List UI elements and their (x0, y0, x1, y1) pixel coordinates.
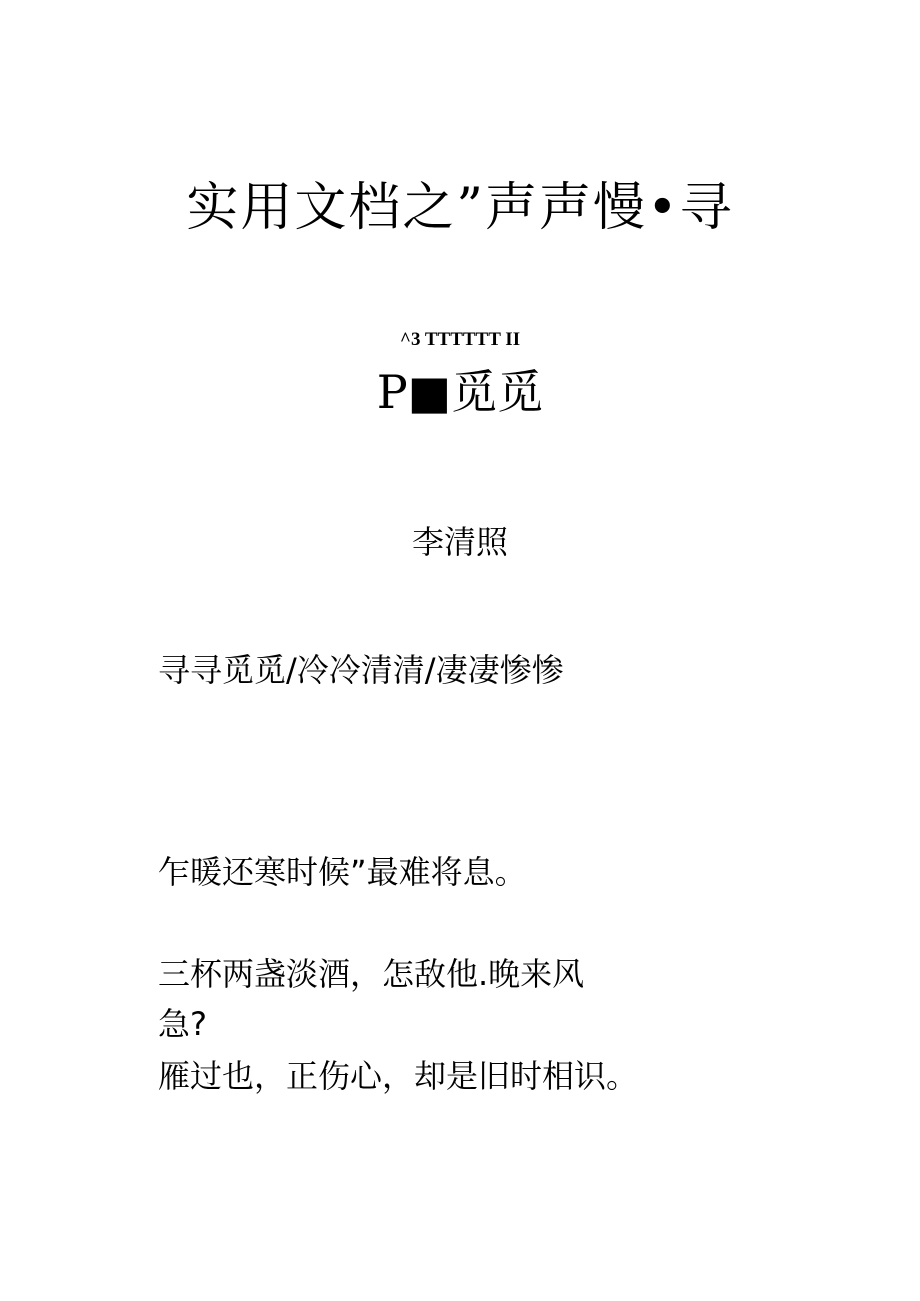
garbled-subtitle-large: P■觅觅 (376, 365, 544, 419)
document-title: 实用文档之”声声慢•寻 (186, 178, 734, 238)
poem-line-1: 寻寻觅觅/冷冷清清/凄凄惨惨 (158, 651, 564, 689)
author-name: 李清照 (411, 523, 508, 561)
poem-line-2: 乍暖还寒时候”最难将息。 (158, 853, 527, 891)
poem-line-4: 急? (158, 1005, 207, 1043)
garbled-subtitle-small: ^3 TTTTTT II (399, 329, 521, 350)
poem-line-3: 三杯两盏淡酒，怎敌他.晚来风 (158, 955, 585, 993)
poem-line-5: 雁过也，正伤心，却是旧时相识。 (158, 1057, 639, 1095)
